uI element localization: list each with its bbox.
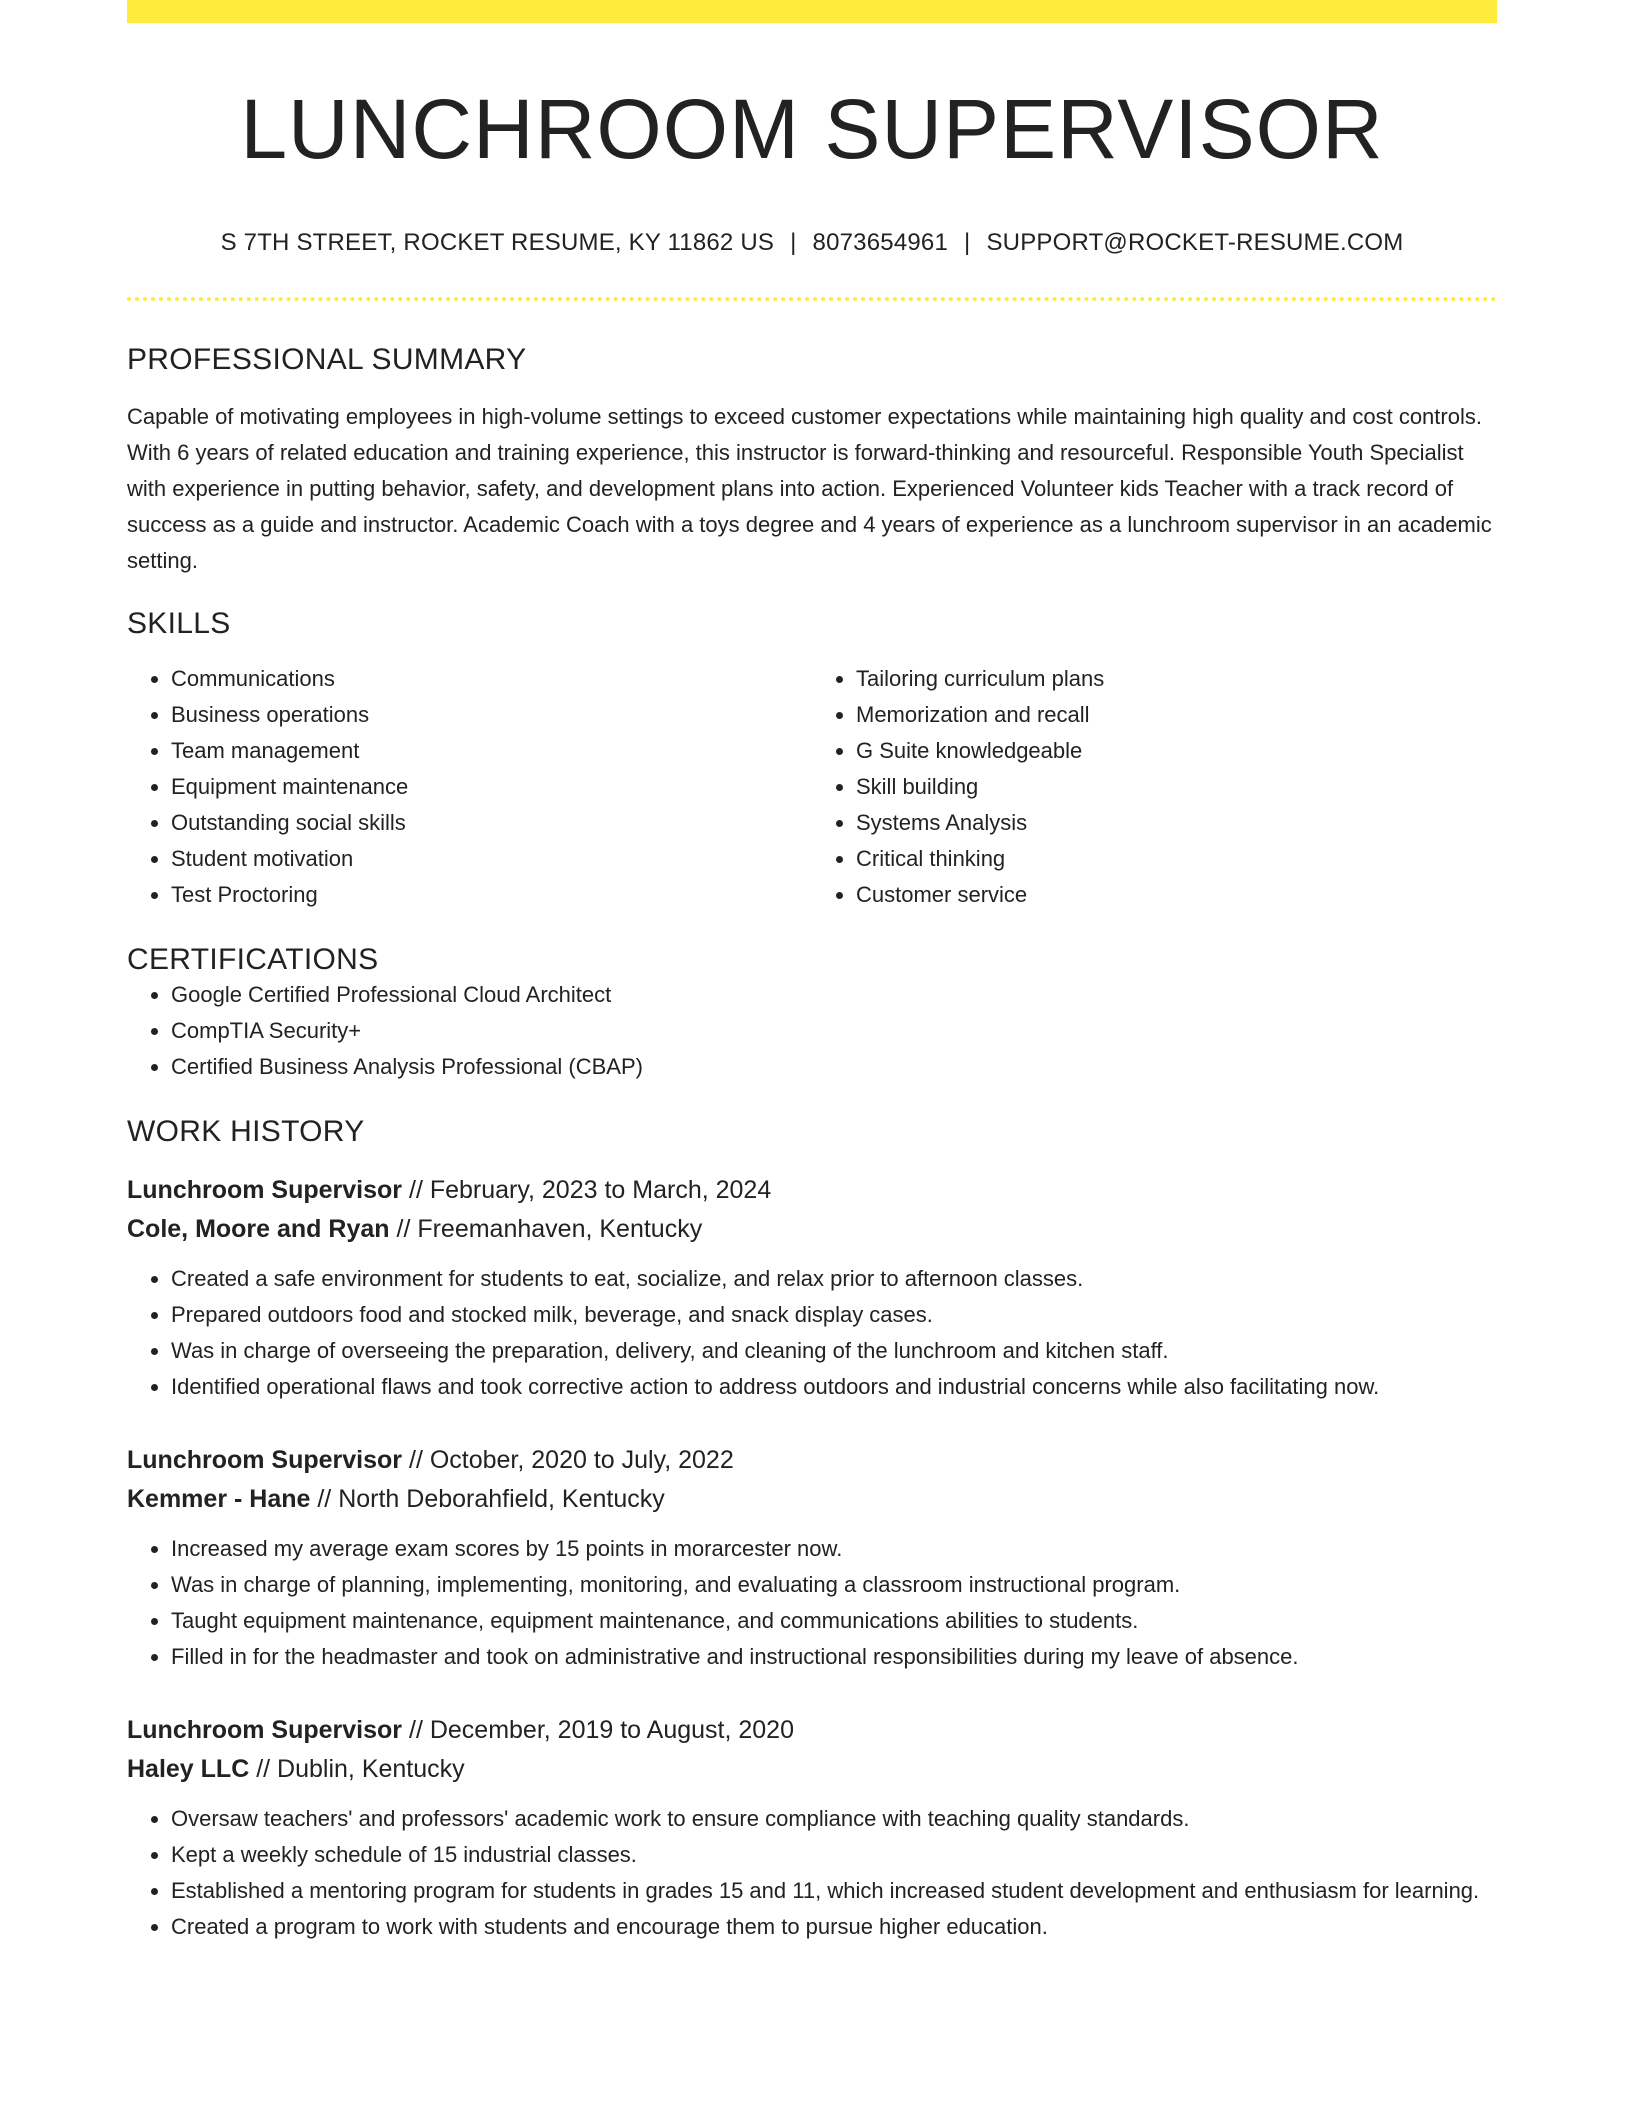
contact-phone: 8073654961 <box>812 229 949 257</box>
job-location: // Freemanhaven, Kentucky <box>389 1215 703 1244</box>
dotted-divider <box>127 297 1497 301</box>
certifications-heading: CERTIFICATIONS <box>127 943 379 977</box>
contact-email: SUPPORT@ROCKET-RESUME.COM <box>986 229 1404 257</box>
certifications-list <box>127 977 1497 1085</box>
skill-item: • Memorization and recall <box>856 697 1497 733</box>
skill-item: • Critical thinking <box>856 841 1497 877</box>
job-bullet: • Created a safe environment for students to eat, socialize, and relax prior to afternoon classes. <box>171 1261 1497 1297</box>
skill-item: • Communications <box>171 661 812 697</box>
job-bullet: • Prepared outdoors food and stocked milk, beverage, and snack display cases. <box>171 1297 1497 1333</box>
job-bullet: • Was in charge of planning, implementing, monitoring, and evaluating a classroom instructional program. <box>171 1567 1497 1603</box>
job-company: Kemmer - Hane <box>127 1485 311 1514</box>
job-bullets <box>127 1261 1497 1405</box>
job-dates: // February, 2023 to March, 2024 <box>402 1176 772 1205</box>
accent-top-bar <box>127 0 1497 23</box>
job-bullet: • Increased my average exam scores by 15 points in morarcester now. <box>171 1531 1497 1567</box>
job-company: Haley LLC <box>127 1755 250 1784</box>
contact-address: S 7TH STREET, ROCKET RESUME, KY 11862 US <box>220 229 775 257</box>
contact-line <box>127 229 1497 257</box>
job-role: Lunchroom Supervisor <box>127 1446 403 1475</box>
certification-item: • CompTIA Security+ <box>171 1013 1497 1049</box>
job-bullet: • Kept a weekly schedule of 15 industrial classes. <box>171 1837 1497 1873</box>
skill-item: • Test Proctoring <box>171 877 812 913</box>
job-entry <box>127 1441 1497 1675</box>
job-bullet: • Was in charge of overseeing the preparation, delivery, and cleaning of the lunchroom and kitchen staff. <box>171 1333 1497 1369</box>
skill-item: • Team management <box>171 733 812 769</box>
skills-heading: SKILLS <box>127 607 231 641</box>
contact-separator: | <box>790 229 797 257</box>
job-bullet: • Identified operational flaws and took corrective action to address outdoors and industrial concerns while also facilitating now. <box>171 1369 1497 1405</box>
job-entry <box>127 1171 1497 1405</box>
job-company: Cole, Moore and Ryan <box>127 1215 390 1244</box>
skill-item: • Tailoring curriculum plans <box>856 661 1497 697</box>
job-title-line <box>127 1711 1497 1750</box>
resume-title: LUNCHROOM SUPERVISOR <box>240 82 1384 176</box>
skill-item: • Systems Analysis <box>856 805 1497 841</box>
job-title-line <box>127 1441 1497 1480</box>
skill-item: • Student motivation <box>171 841 812 877</box>
skills-list <box>127 661 1497 913</box>
summary-text: Capable of motivating employees in high-volume settings to exceed customer expectations while maintaining high quality and cost controls. With 6 years of related education and training experience, this instructor is forward-thinking and resourceful. Responsible Youth Specialist with experience in putting behavior, safety, and development plans into action. Experienced Volunteer kids Teacher with a track record of success as a guide and instructor. Academic Coach with a toys degree and 4 years of experience as a lunchroom supervisor in an academic setting. <box>127 404 1492 574</box>
skill-item: • Customer service <box>856 877 1497 913</box>
skills-column-right <box>812 661 1497 913</box>
job-company-line <box>127 1210 1497 1249</box>
job-role: Lunchroom Supervisor <box>127 1716 403 1745</box>
summary-heading: PROFESSIONAL SUMMARY <box>127 343 527 377</box>
skill-item: • Skill building <box>856 769 1497 805</box>
skill-item: • Outstanding social skills <box>171 805 812 841</box>
job-dates: // December, 2019 to August, 2020 <box>402 1716 794 1745</box>
job-bullet: • Created a program to work with students and encourage them to pursue higher education. <box>171 1909 1497 1945</box>
job-bullet: • Filled in for the headmaster and took on administrative and instructional responsibilities during my leave of absence. <box>171 1639 1497 1675</box>
job-bullets <box>127 1531 1497 1675</box>
skill-item: • Business operations <box>171 697 812 733</box>
job-company-line <box>127 1750 1497 1789</box>
job-entry <box>127 1711 1497 1945</box>
job-bullet: • Established a mentoring program for students in grades 15 and 11, which increased student development and enthusiasm for learning. <box>171 1873 1497 1909</box>
job-bullet: • Taught equipment maintenance, equipment maintenance, and communications abilities to students. <box>171 1603 1497 1639</box>
work-history-heading: WORK HISTORY <box>127 1115 365 1149</box>
skill-item: • G Suite knowledgeable <box>856 733 1497 769</box>
job-location: // North Deborahfield, Kentucky <box>310 1485 665 1514</box>
certification-item: • Google Certified Professional Cloud Architect <box>171 977 1497 1013</box>
skill-item: • Equipment maintenance <box>171 769 812 805</box>
job-bullet: • Oversaw teachers' and professors' academic work to ensure compliance with teaching quality standards. <box>171 1801 1497 1837</box>
resume-page <box>127 0 1497 1945</box>
contact-separator: | <box>964 229 971 257</box>
skills-column-left <box>127 661 812 913</box>
job-dates: // October, 2020 to July, 2022 <box>402 1446 734 1475</box>
certification-item: • Certified Business Analysis Professional (CBAP) <box>171 1049 1497 1085</box>
job-company-line <box>127 1480 1497 1519</box>
job-role: Lunchroom Supervisor <box>127 1176 403 1205</box>
job-location: // Dublin, Kentucky <box>249 1755 465 1784</box>
job-bullets <box>127 1801 1497 1945</box>
job-title-line <box>127 1171 1497 1210</box>
